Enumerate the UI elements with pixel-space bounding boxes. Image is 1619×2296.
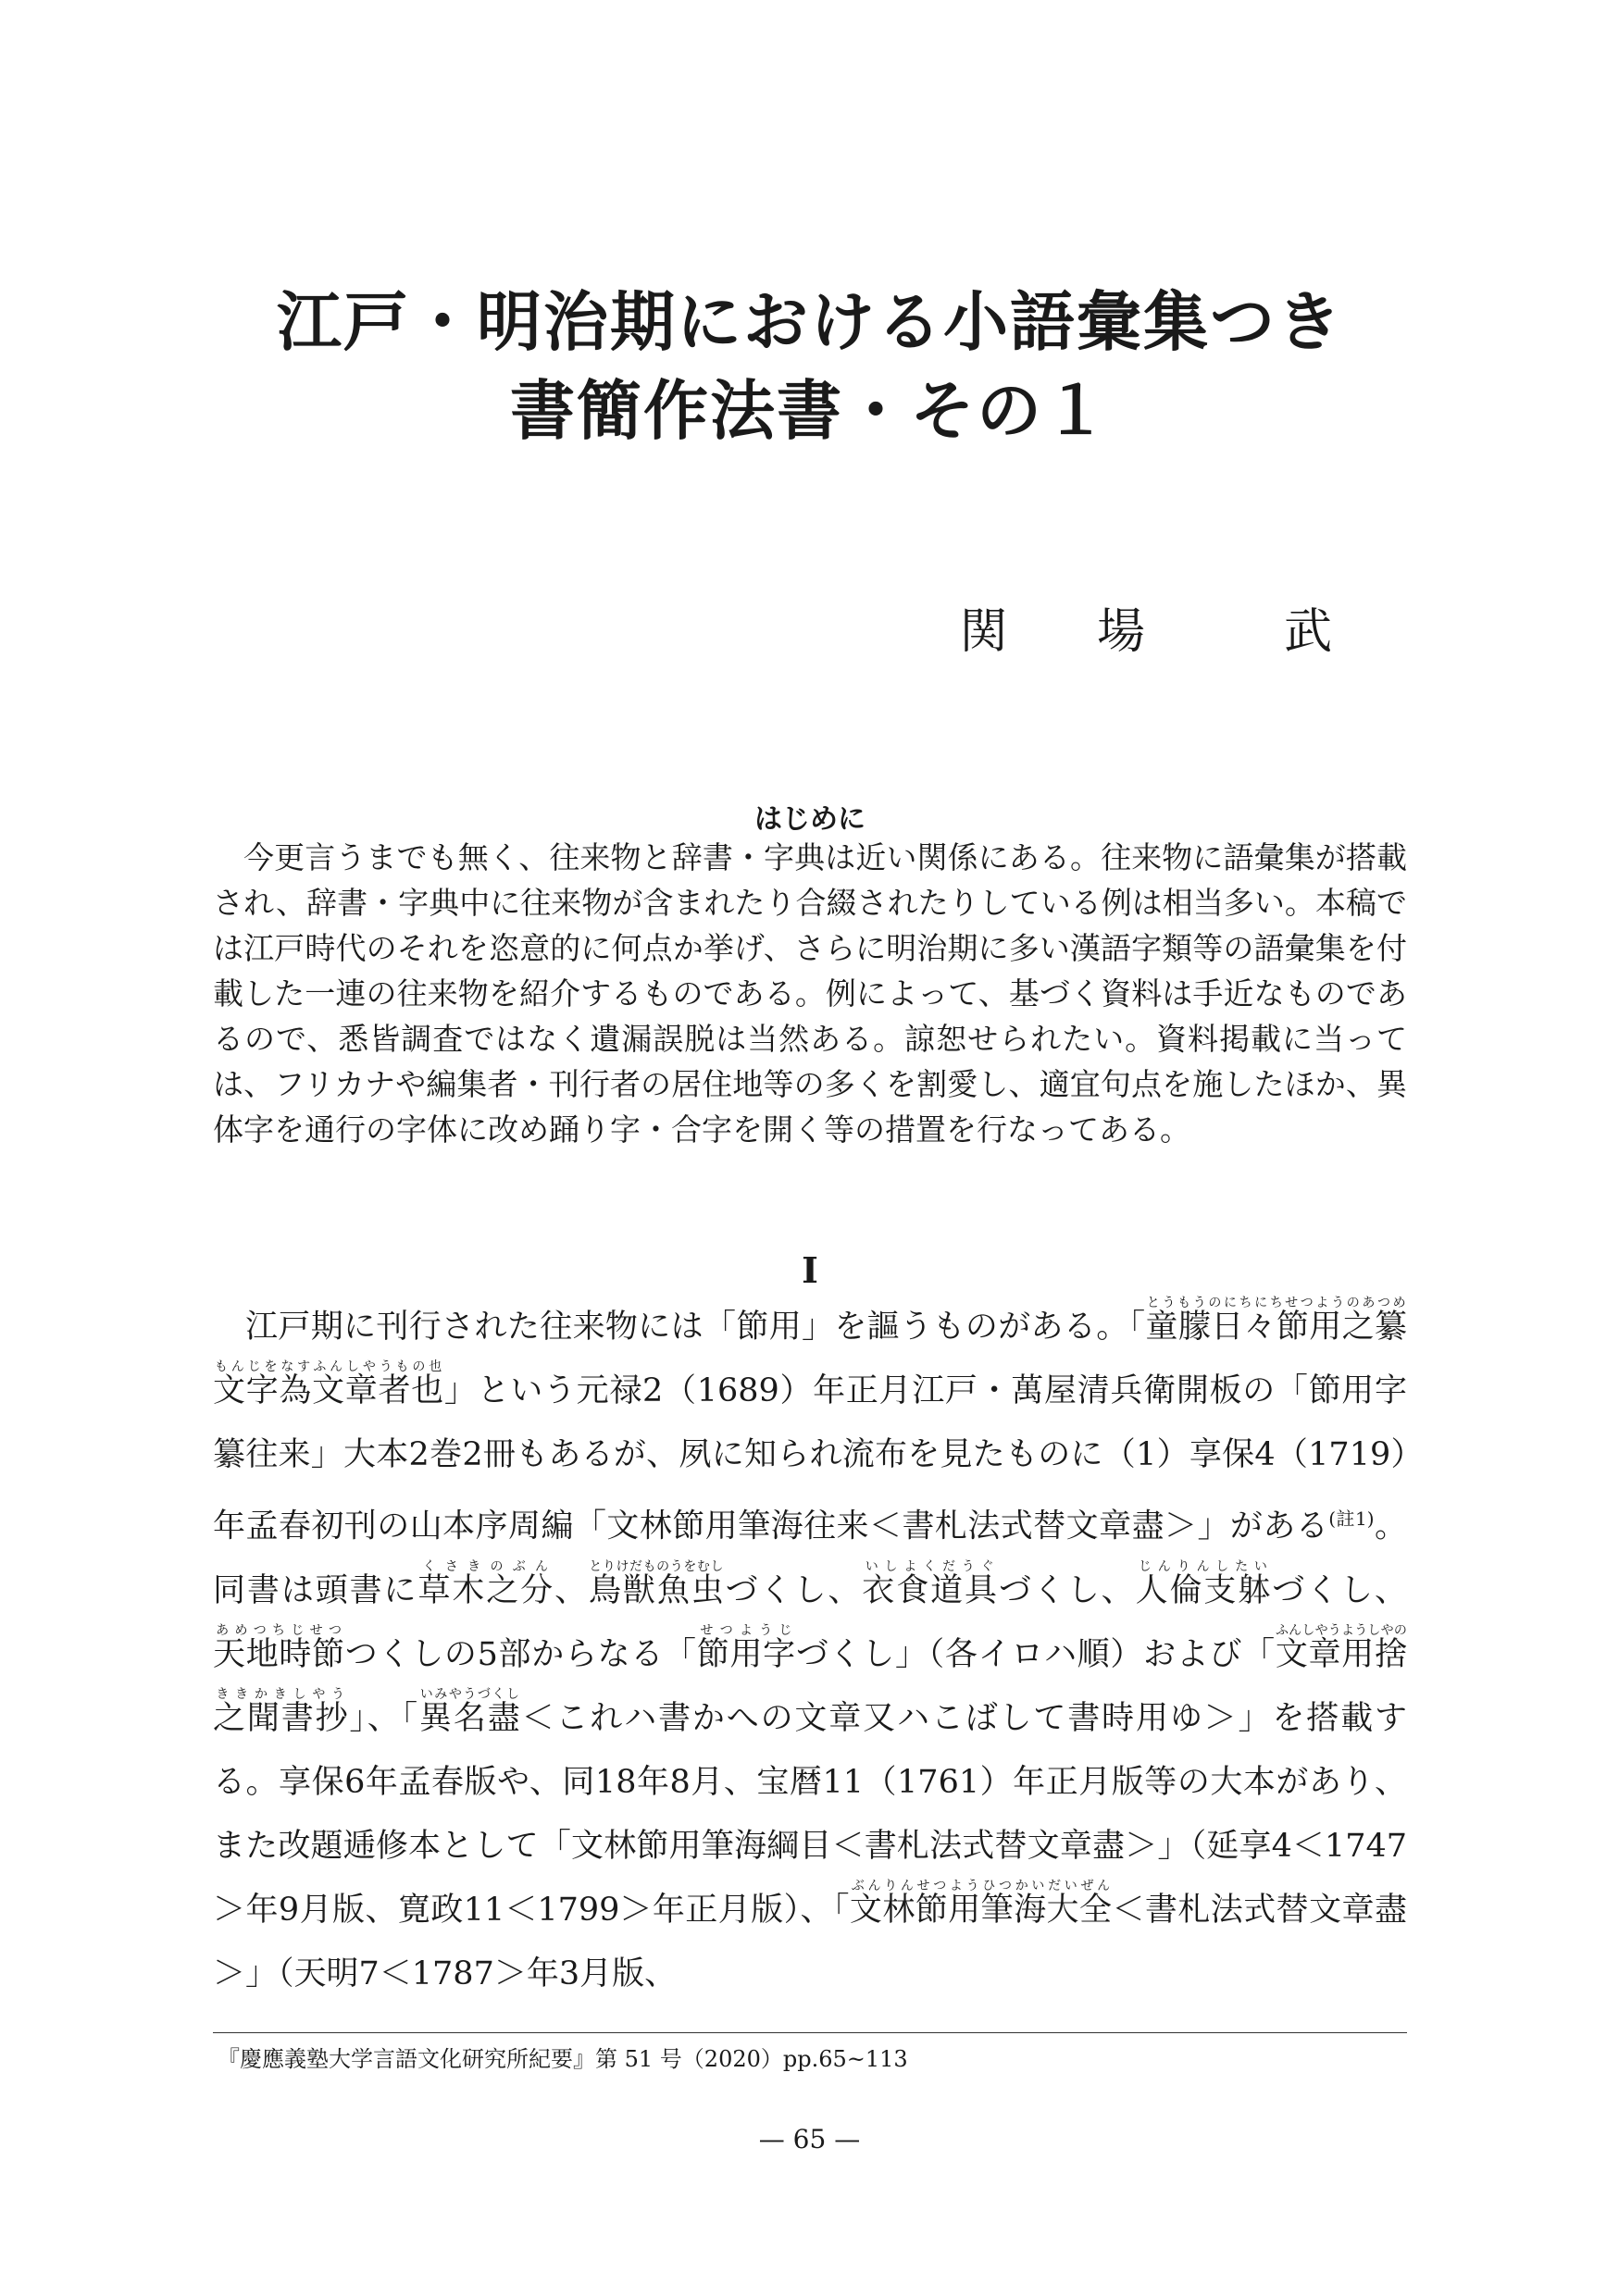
journal-citation: 『慶應義塾大学言語文化研究所紀要』第 51 号（2020）pp.65~113	[218, 2046, 908, 2072]
ruby-reading: いしよくだうぐ	[862, 1558, 998, 1574]
text-segment: ＜書札法式替文章盡＞」（天明7＜1787＞年3月版、	[213, 1891, 1407, 1992]
ruby-base: 衣食道具	[862, 1571, 999, 1609]
ruby-term	[849, 1878, 1113, 1929]
ruby-base: 草木之分	[417, 1571, 555, 1609]
ruby-reading: じんりんしたい	[1135, 1558, 1271, 1574]
ruby-term	[589, 1558, 726, 1609]
text-segment: づくし」（各イロハ順）および「	[795, 1635, 1276, 1673]
ruby-base: 文章用捨之聞書抄	[213, 1635, 1407, 1737]
intro-paragraph: 今更言うまでも無く、往来物と辞書・字典は近い関係にある。往来物に語彙集が搭載され、辞書・字典中に往来物が含まれたり合綴されたりしている例は相当多い。本稿では江戸時代のそれを恣意的に何点か挙げ、さらに明治期に多い漢語字類等の語彙集を付載した一連の往来物を紹介するものである。例によって、基づく資料は手近なものであるので、悉皆調査ではなく遺漏誤脱は当然ある。諒恕せられたい。資料掲載に当っては、フリカナや編集者・刊行者の居住地等の多くを割愛し、適宜句点を施したほか、異体字を通行の字体に改め踊り字・合字を開く等の措置を行なってある。	[213, 839, 1407, 1148]
ruby-base: 鳥獣魚虫	[589, 1571, 726, 1609]
text-segment: づくし、	[1272, 1571, 1407, 1609]
author-name	[959, 592, 1369, 662]
ruby-term	[213, 1622, 345, 1673]
ruby-base: 人倫支躰	[1135, 1571, 1273, 1609]
title-line-2: 書簡作法書・その１	[510, 372, 1110, 449]
ruby-term	[862, 1558, 999, 1609]
text-segment: 」という元禄2（1689）年正月江戸・萬屋清兵衛開板の「節用字纂往来」大本2巻2冊もあるが、夙に知られ流布を見たものに（1）享保4（1719）年孟春初刊の山本序周編「文林節用筆海往来＜書札法式替文章盡＞」がある	[213, 1372, 1407, 1545]
ruby-term	[417, 1558, 555, 1609]
section-1-paragraph	[213, 1296, 1407, 2006]
ruby-reading: ふんしやうようしやのききかきしやう	[213, 1622, 1407, 1702]
title-line-1: 江戸・明治期における小語彙集つき	[277, 283, 1343, 360]
ruby-term	[1135, 1558, 1273, 1609]
ruby-reading: とうもうのにちにちせつようのあつめもんじをなすふんしやうもの也	[213, 1296, 1407, 1374]
ruby-base: 文林節用筆海大全	[849, 1891, 1113, 1929]
author-surname: 関 場	[959, 604, 1182, 660]
text-segment: 、	[554, 1571, 590, 1609]
paper-title	[213, 278, 1407, 455]
ruby-reading: せつようじ	[696, 1622, 796, 1638]
ruby-base: 節用字	[696, 1635, 796, 1673]
ruby-term	[696, 1622, 796, 1673]
footnote-reference: (註1)	[1328, 1508, 1375, 1530]
ruby-base: 異名盡	[419, 1699, 522, 1737]
ruby-reading: ぶんりんせつようひつかいだいぜん	[849, 1878, 1113, 1893]
author-given-name: 武	[1283, 604, 1369, 660]
ruby-reading: くさきのぶん	[417, 1558, 554, 1574]
text-segment: 。同書は頭書に	[213, 1508, 1407, 1609]
intro-heading: はじめに	[754, 803, 866, 836]
text-segment: づくし、	[725, 1571, 863, 1609]
footer-divider	[213, 2032, 1407, 2033]
section-1-heading: I	[802, 1249, 818, 1291]
ruby-reading: あめつちじせつ	[213, 1622, 345, 1638]
ruby-term	[419, 1686, 522, 1737]
ruby-reading: とりけだものうをむし	[589, 1558, 724, 1574]
text-segment: ＜これハ書かへの文章又ハこばして書時用ゆ＞」を搭載する。享保6年孟春版や、同18年8月、宝暦11（1761）年正月版等の大本があり、また改題逓修本として「文林節用筆海綱目＜書札法式替文章盡＞」（延享4＜1747＞年9月版、寛政11＜1799＞年正月版）、「	[213, 1699, 1407, 1929]
text-segment: 」、「	[349, 1699, 419, 1737]
ruby-base: 童朦日々節用之纂文字為文章者也	[213, 1309, 1407, 1409]
ruby-reading: いみやうづくし	[419, 1686, 520, 1702]
text-segment: つくしの5部からなる「	[344, 1635, 697, 1673]
ruby-base: 天地時節	[213, 1635, 345, 1673]
text-segment: づくし、	[998, 1571, 1136, 1609]
page-number: — 65 —	[758, 2124, 861, 2154]
text-segment: 江戸期に刊行された往来物には「節用」を謳うものがある。「	[245, 1309, 1146, 1346]
